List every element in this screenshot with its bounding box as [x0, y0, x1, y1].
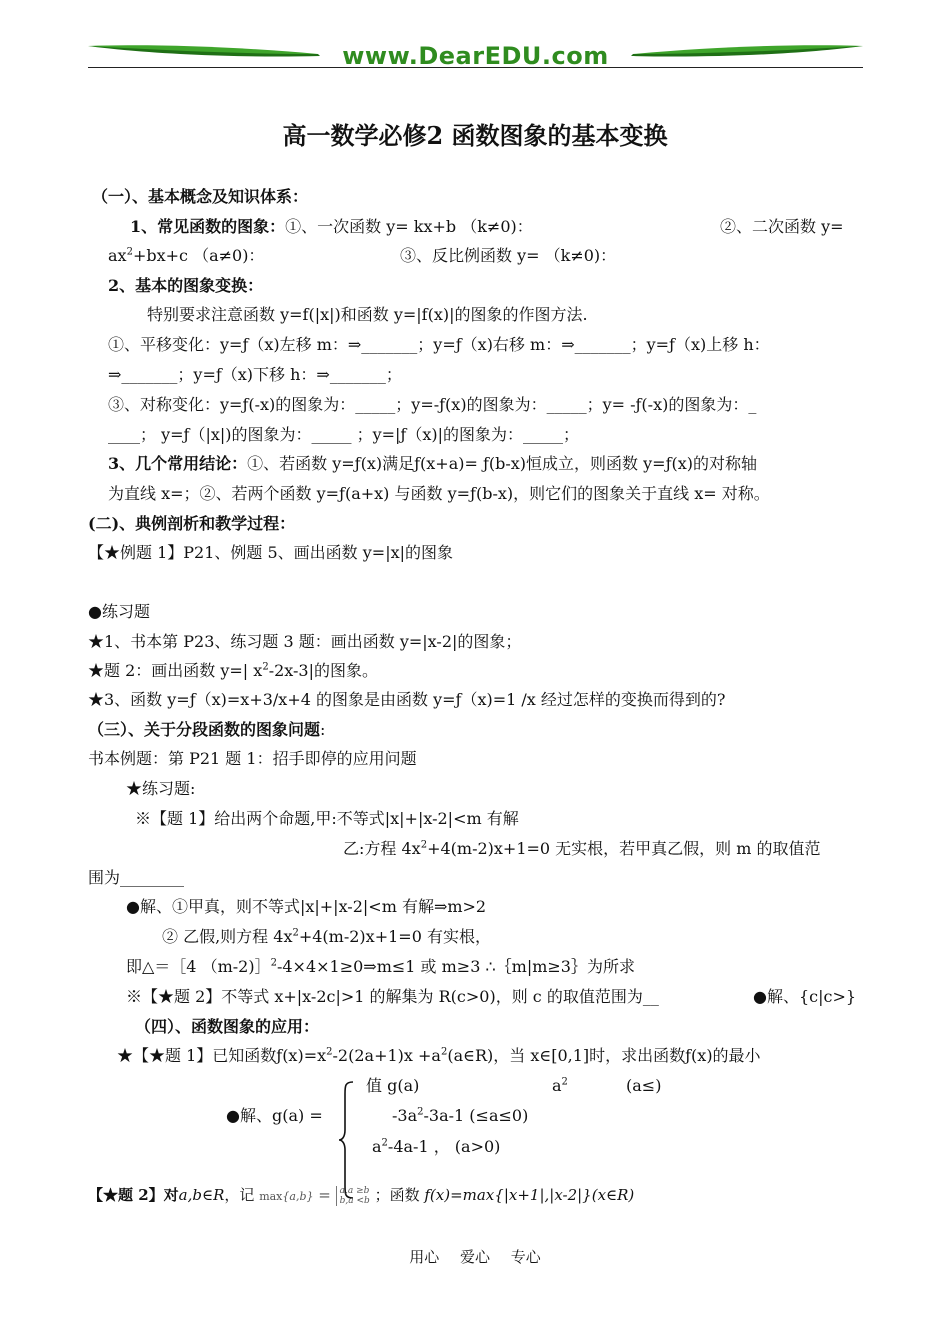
- s1-item1-label: 1、常见函数的图象：: [130, 217, 286, 236]
- s4-q1-pre: ★【★题 1】已知函数ƒ(x)=x: [117, 1046, 327, 1065]
- s1-item1-b: ②、二次函数 y=: [720, 217, 844, 236]
- s3-question-2: ※【★题 2】不等式 x+|x-2c|>1 的解集为 R(c>0)，则 c 的取值范围为__: [126, 987, 659, 1006]
- section-3-heading: （三）、关于分段函数的图象问题: [88, 720, 321, 739]
- s3-question-1b-pre: 乙:方程 4x: [343, 839, 421, 858]
- section-2-heading: (二)、典例剖析和教学过程：: [88, 514, 296, 533]
- s4-q2-eq: =: [318, 1186, 331, 1204]
- s4-q1-sup1: 2: [326, 1046, 333, 1058]
- s1-item1-c-pre: ax: [108, 246, 127, 265]
- s1-item3-text: ①、若函数 y=ƒ(x)满足ƒ(x+a)= ƒ(b-x)恒成立，则函数 y=ƒ(x)的对称轴: [247, 454, 758, 473]
- s4-case-2-post: -3a-1 (≤a≤0): [423, 1106, 529, 1125]
- s2-practice-2-pre: ★题 2：画出函数 y=| x: [88, 661, 263, 680]
- s2-practice-1: ★1、书本第 P23、练习题 3 题：画出函数 y=|x-2|的图象；: [88, 632, 522, 651]
- s2-practice-heading: ●练习题: [88, 602, 150, 621]
- s3-solution-2: [162, 926, 491, 948]
- s4-case-3: [372, 1136, 500, 1158]
- s4-q2-case-1: a,a ≥b: [339, 1186, 370, 1196]
- s4-case-2-sup: 2: [417, 1106, 424, 1118]
- s3-question-1c: 围为________: [88, 868, 185, 887]
- page-footer: 用心 爱心 专心: [409, 1248, 541, 1266]
- piecewise-brace: [337, 1080, 357, 1200]
- s1-item3-label: 3、几个常用结论：: [108, 454, 248, 473]
- s4-case-2: [392, 1105, 528, 1127]
- header-divider: [88, 67, 863, 68]
- s1-sym-line-2: ____； y=ƒ（|x|)的图象为：_____ ；y=|ƒ（x)|的图象为：_____；: [108, 425, 580, 444]
- s2-practice-2: [88, 660, 378, 682]
- page-title: 高一数学必修2 函数图象的基本变换: [282, 121, 668, 150]
- s1-item3-line: [108, 453, 757, 475]
- s3-solution-2-post: +4(m-2)x+1=0 有实根，: [298, 927, 491, 946]
- s4-case-3-pre: a: [372, 1137, 382, 1156]
- s4-case-3-sup: 2: [381, 1137, 388, 1149]
- section-3-heading-tail: :: [320, 720, 326, 739]
- s4-q1-mid: -2(2a+1)x +a: [332, 1046, 441, 1065]
- s4-q2-mid: ，记: [224, 1186, 255, 1204]
- s1-item3-text2: 为直线 x=；②、若两个函数 y=ƒ(a+x) 与函数 y=ƒ(b-x)，则它们的图象关于直线 x= 对称。: [108, 484, 770, 503]
- s1-item1-line: [130, 216, 533, 238]
- s4-q1-post: (a∈R)，当 x∈[0,1]时，求出函数ƒ(x)的最小: [447, 1046, 761, 1065]
- s3-solution-3-sup: 2: [270, 957, 277, 969]
- s2-example-1: 【★例题 1】P21、例题 5、画出函数 y=|x|的图象: [88, 543, 453, 562]
- s3-solution-3-post: -4×4×1≥0⇒m≤1 或 m≥3 ∴｛m|m≥3｝为所求: [276, 957, 635, 976]
- s2-practice-2-sup: 2: [262, 661, 269, 673]
- s1-shift-line-2: ⇒_______；y=ƒ（x)下移 h：⇒_______；: [108, 365, 402, 384]
- s1-item1-c-post: +bx+c （a≠0)：: [132, 246, 265, 265]
- s2-practice-2-post: -2x-3|的图象。: [268, 661, 378, 680]
- s1-item1-c-sup: 2: [126, 246, 133, 258]
- s3-question-1: ※【题 1】给出两个命题,甲:不等式|x|+|x-2|<m 有解: [135, 809, 519, 828]
- site-logo-text[interactable]: www.DearEDU.com: [342, 42, 609, 70]
- s4-min-value-label: 值 g(a): [366, 1076, 420, 1095]
- s3-solution-2-sup: 2: [292, 927, 299, 939]
- s1-sym-line-1: ③、对称变化：y=ƒ(-x)的图象为：_____；y=-ƒ(x)的图象为：_____；y= -ƒ(-x)的图象为：_: [108, 395, 757, 414]
- s4-q2-case-2: b,a <b: [339, 1196, 370, 1206]
- s1-item2-note: 特别要求注意函数 y=f(|x|)和函数 y=|f(x)|的图象的作图方法.: [147, 305, 588, 324]
- site-header-banner: [88, 36, 863, 76]
- s1-shift-line-1: ①、平移变化：y=ƒ（x)左移 m：⇒_______；y=ƒ（x)右移 m：⇒_______；y=ƒ（x)上移 h：: [108, 335, 770, 354]
- s3-solution-1: ●解、①甲真，则不等式|x|+|x-2|<m 有解⇒m>2: [126, 897, 487, 916]
- s2-practice-3: ★3、函数 y=ƒ（x)=x+3/x+4 的图象是由函数 y=ƒ（x)=1 /x 经过怎样的变换而得到的?: [88, 690, 726, 709]
- s4-case-1-value: [552, 1075, 568, 1097]
- s1-item2-label: 2、基本的图象变换：: [108, 276, 264, 295]
- s3-practice-heading: ★练习题:: [126, 779, 196, 798]
- s1-item1-d: ③、反比例函数 y= （k≠0)：: [400, 246, 617, 265]
- s4-solution-label: ●解、g(a) =: [226, 1106, 323, 1125]
- s4-case-1-condition: (a≤): [626, 1076, 662, 1095]
- s4-case-1-pre: a: [552, 1076, 562, 1095]
- s3-question-1b-sup: 2: [420, 839, 428, 851]
- s3-question-2-answer: ●解、{c|c>}: [753, 987, 857, 1006]
- s3-book-example: 书本例题：第 P21 题 1：招手即停的应用问题: [88, 749, 417, 768]
- section-4-heading: （四）、函数图象的应用：: [135, 1017, 320, 1036]
- s4-q2-fn-label: ；函数: [374, 1186, 420, 1204]
- s3-solution-3-pre: 即△＝［4 （m-2)］: [126, 957, 271, 976]
- s4-q2-vars: a,b∈R: [178, 1186, 225, 1204]
- s4-case-2-pre: -3a: [392, 1106, 418, 1125]
- s4-case-1-sup: 2: [561, 1076, 568, 1088]
- s3-question-1b: [343, 838, 821, 860]
- s4-q2-ab: {a,b}: [282, 1190, 314, 1203]
- s1-item1-c: [108, 245, 264, 267]
- s3-solution-2-pre: ② 乙假,则方程 4x: [162, 927, 293, 946]
- s4-question-1: [117, 1045, 761, 1067]
- section-1-heading: （一）、基本概念及知识体系：: [92, 187, 309, 206]
- s4-case-3-post: -4a-1 ， (a>0): [387, 1137, 501, 1156]
- s3-solution-3: [126, 956, 635, 978]
- s1-item1-a: ①、一次函数 y= kx+b （k≠0)：: [285, 217, 533, 236]
- section-3-heading-line: [88, 719, 325, 741]
- s4-q2-max: max: [259, 1190, 283, 1203]
- s4-q1-sup2: 2: [440, 1046, 448, 1058]
- s4-q2-cases: [336, 1186, 370, 1206]
- s3-question-1b-post: +4(m-2)x+1=0 无实根，若甲真乙假，则 m 的取值范: [427, 839, 821, 858]
- s4-q2-pre: 【★题 2】对: [88, 1186, 179, 1204]
- s4-question-2: [88, 1184, 634, 1208]
- s4-q2-fn: f(x)=max{|x+1|,|x-2|}(x∈R): [424, 1186, 635, 1204]
